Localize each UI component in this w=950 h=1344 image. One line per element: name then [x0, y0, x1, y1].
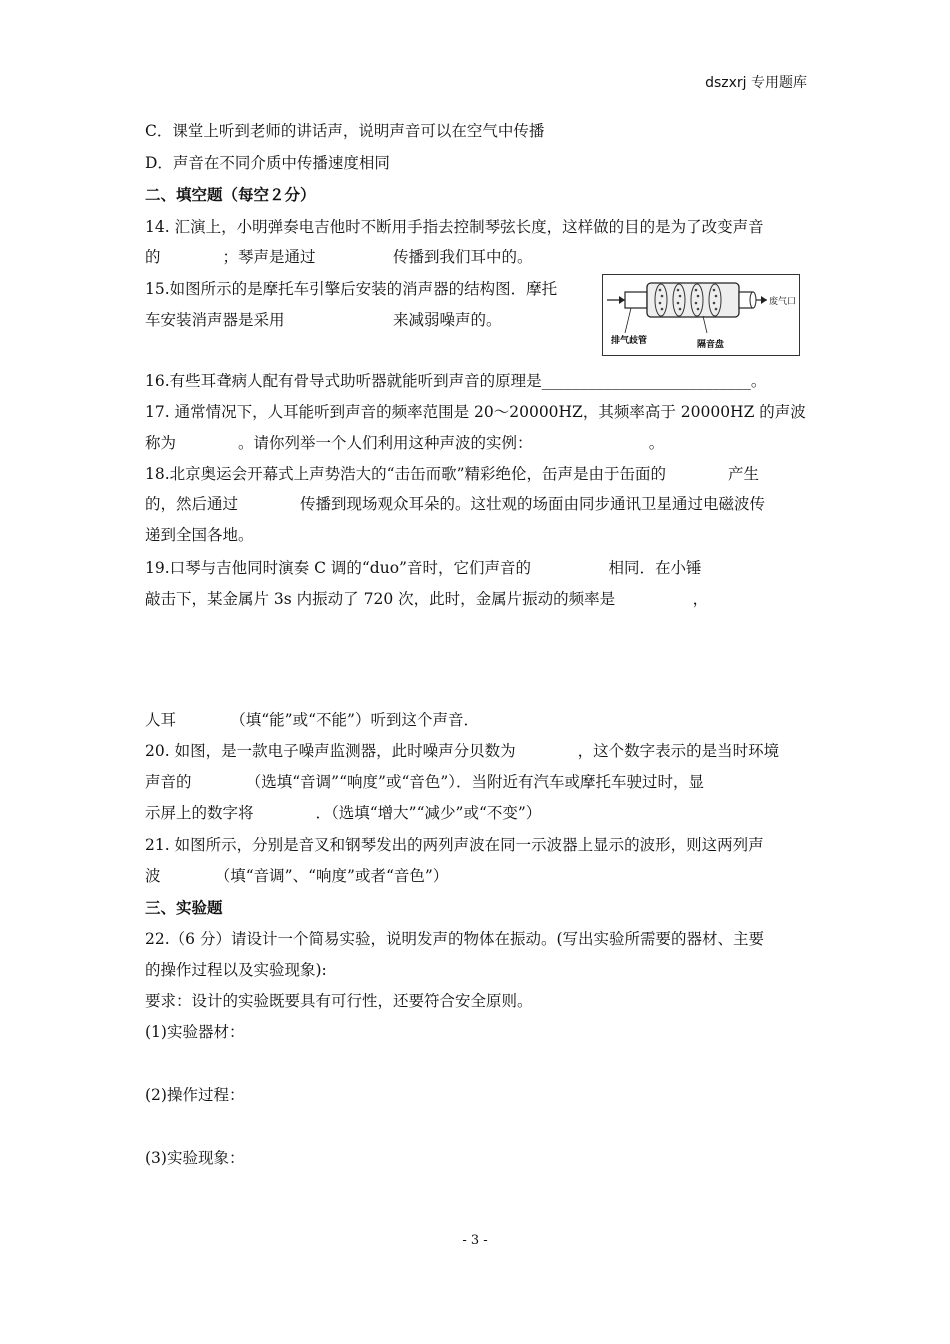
muffler-svg	[603, 275, 799, 355]
question-22-procedure: (2)操作过程：	[145, 1086, 245, 1104]
question-15-line-2: 车安装消声器是采用 来减弱噪声的。	[145, 311, 502, 329]
inlet-pipe	[625, 292, 647, 308]
question-18-line-1: 18.北京奥运会开幕式上声势浩大的“击缶而歌”精彩绝伦，缶声是由于缶面的 产生	[145, 465, 760, 483]
question-18-line-3: 递到全国各地。	[145, 526, 254, 544]
muffler-diagram	[602, 274, 800, 356]
question-20-line-3: 示屏上的数字将 ．（选填“增大”“减少”或“不变”）	[145, 804, 542, 822]
option-c: C．课堂上听到老师的讲话声，说明声音可以在空气中传播	[145, 122, 545, 140]
question-20-line-1: 20. 如图，是一款电子噪声监测器，此时噪声分贝数为 ，这个数字表示的是当时环境	[145, 742, 780, 760]
section-experiment-heading: 三、实验题	[145, 898, 223, 917]
page-number: - 3 -	[462, 1233, 488, 1248]
label-exhaust-outlet: 废气口	[769, 297, 797, 307]
question-19-line-1: 19.口琴与吉他同时演奏 C 调的“duo”音时，它们声音的 相同．在小锤	[145, 559, 702, 577]
question-17-line-2: 称为 。请你列举一个人们利用这种声波的实例： 。	[145, 434, 665, 452]
label-sound-disc: 隔音盘	[697, 340, 725, 350]
question-20-line-2: 声音的 （选填“音调”“响度”或“音色”）．当附近有汽车或摩托车驶过时，显	[145, 773, 705, 791]
question-19-line-2: 敲击下，某金属片 3s 内振动了 720 次，此时，金属片振动的频率是 ，	[145, 590, 709, 608]
label-exhaust-manifold: 排气歧管	[611, 336, 648, 346]
question-21-line-1: 21. 如图所示，分别是音叉和钢琴发出的两列声波在同一示波器上显示的波形，则这两列声	[145, 836, 764, 854]
outlet-arrow-icon	[761, 296, 767, 304]
question-19-line-3: 人耳 （填“能”或“不能”）听到这个声音．	[145, 711, 479, 729]
question-14-line-1: 14. 汇演上，小明弹奏电吉他时不断用手指去控制琴弦长度，这样做的目的是为了改变声音	[145, 218, 764, 236]
question-22-phenomenon: (3)实验现象：	[145, 1149, 245, 1167]
question-16: 16.有些耳聋病人配有骨导式助听器就能听到声音的原理是___________________________。	[145, 372, 767, 390]
section-fill-in-heading: 二、填空题（每空２分）	[145, 185, 316, 204]
page-header: dszxrj 专用题库	[705, 75, 807, 91]
inlet-arrow-icon	[619, 296, 625, 304]
question-22-requirement: 要求：设计的实验既要具有可行性，还要符合安全原则。	[145, 992, 533, 1010]
question-15-line-1: 15.如图所示的是摩托车引擎后安装的消声器的结构图．摩托	[145, 280, 558, 298]
question-22-line-2: 的操作过程以及实验现象):	[145, 961, 327, 979]
question-18-line-2: 的，然后通过 传播到现场观众耳朵的。这壮观的场面由同步通讯卫星通过电磁波传	[145, 495, 766, 513]
option-d: D．声音在不同介质中传播速度相同	[145, 154, 390, 172]
question-21-line-2: 波 （填“音调”、“响度”或者“音色”）	[145, 867, 449, 885]
question-22-materials: (1)实验器材：	[145, 1023, 245, 1041]
question-22-line-1: 22.（6 分）请设计一个简易实验，说明发声的物体在振动。(写出实验所需要的器材、主要	[145, 930, 764, 948]
question-17-line-1: 17. 通常情况下，人耳能听到声音的频率范围是 20～20000HZ，其频率高于 20000HZ 的声波	[145, 403, 806, 421]
question-14-line-2: 的 ；琴声是通过 传播到我们耳中的。	[145, 248, 533, 266]
